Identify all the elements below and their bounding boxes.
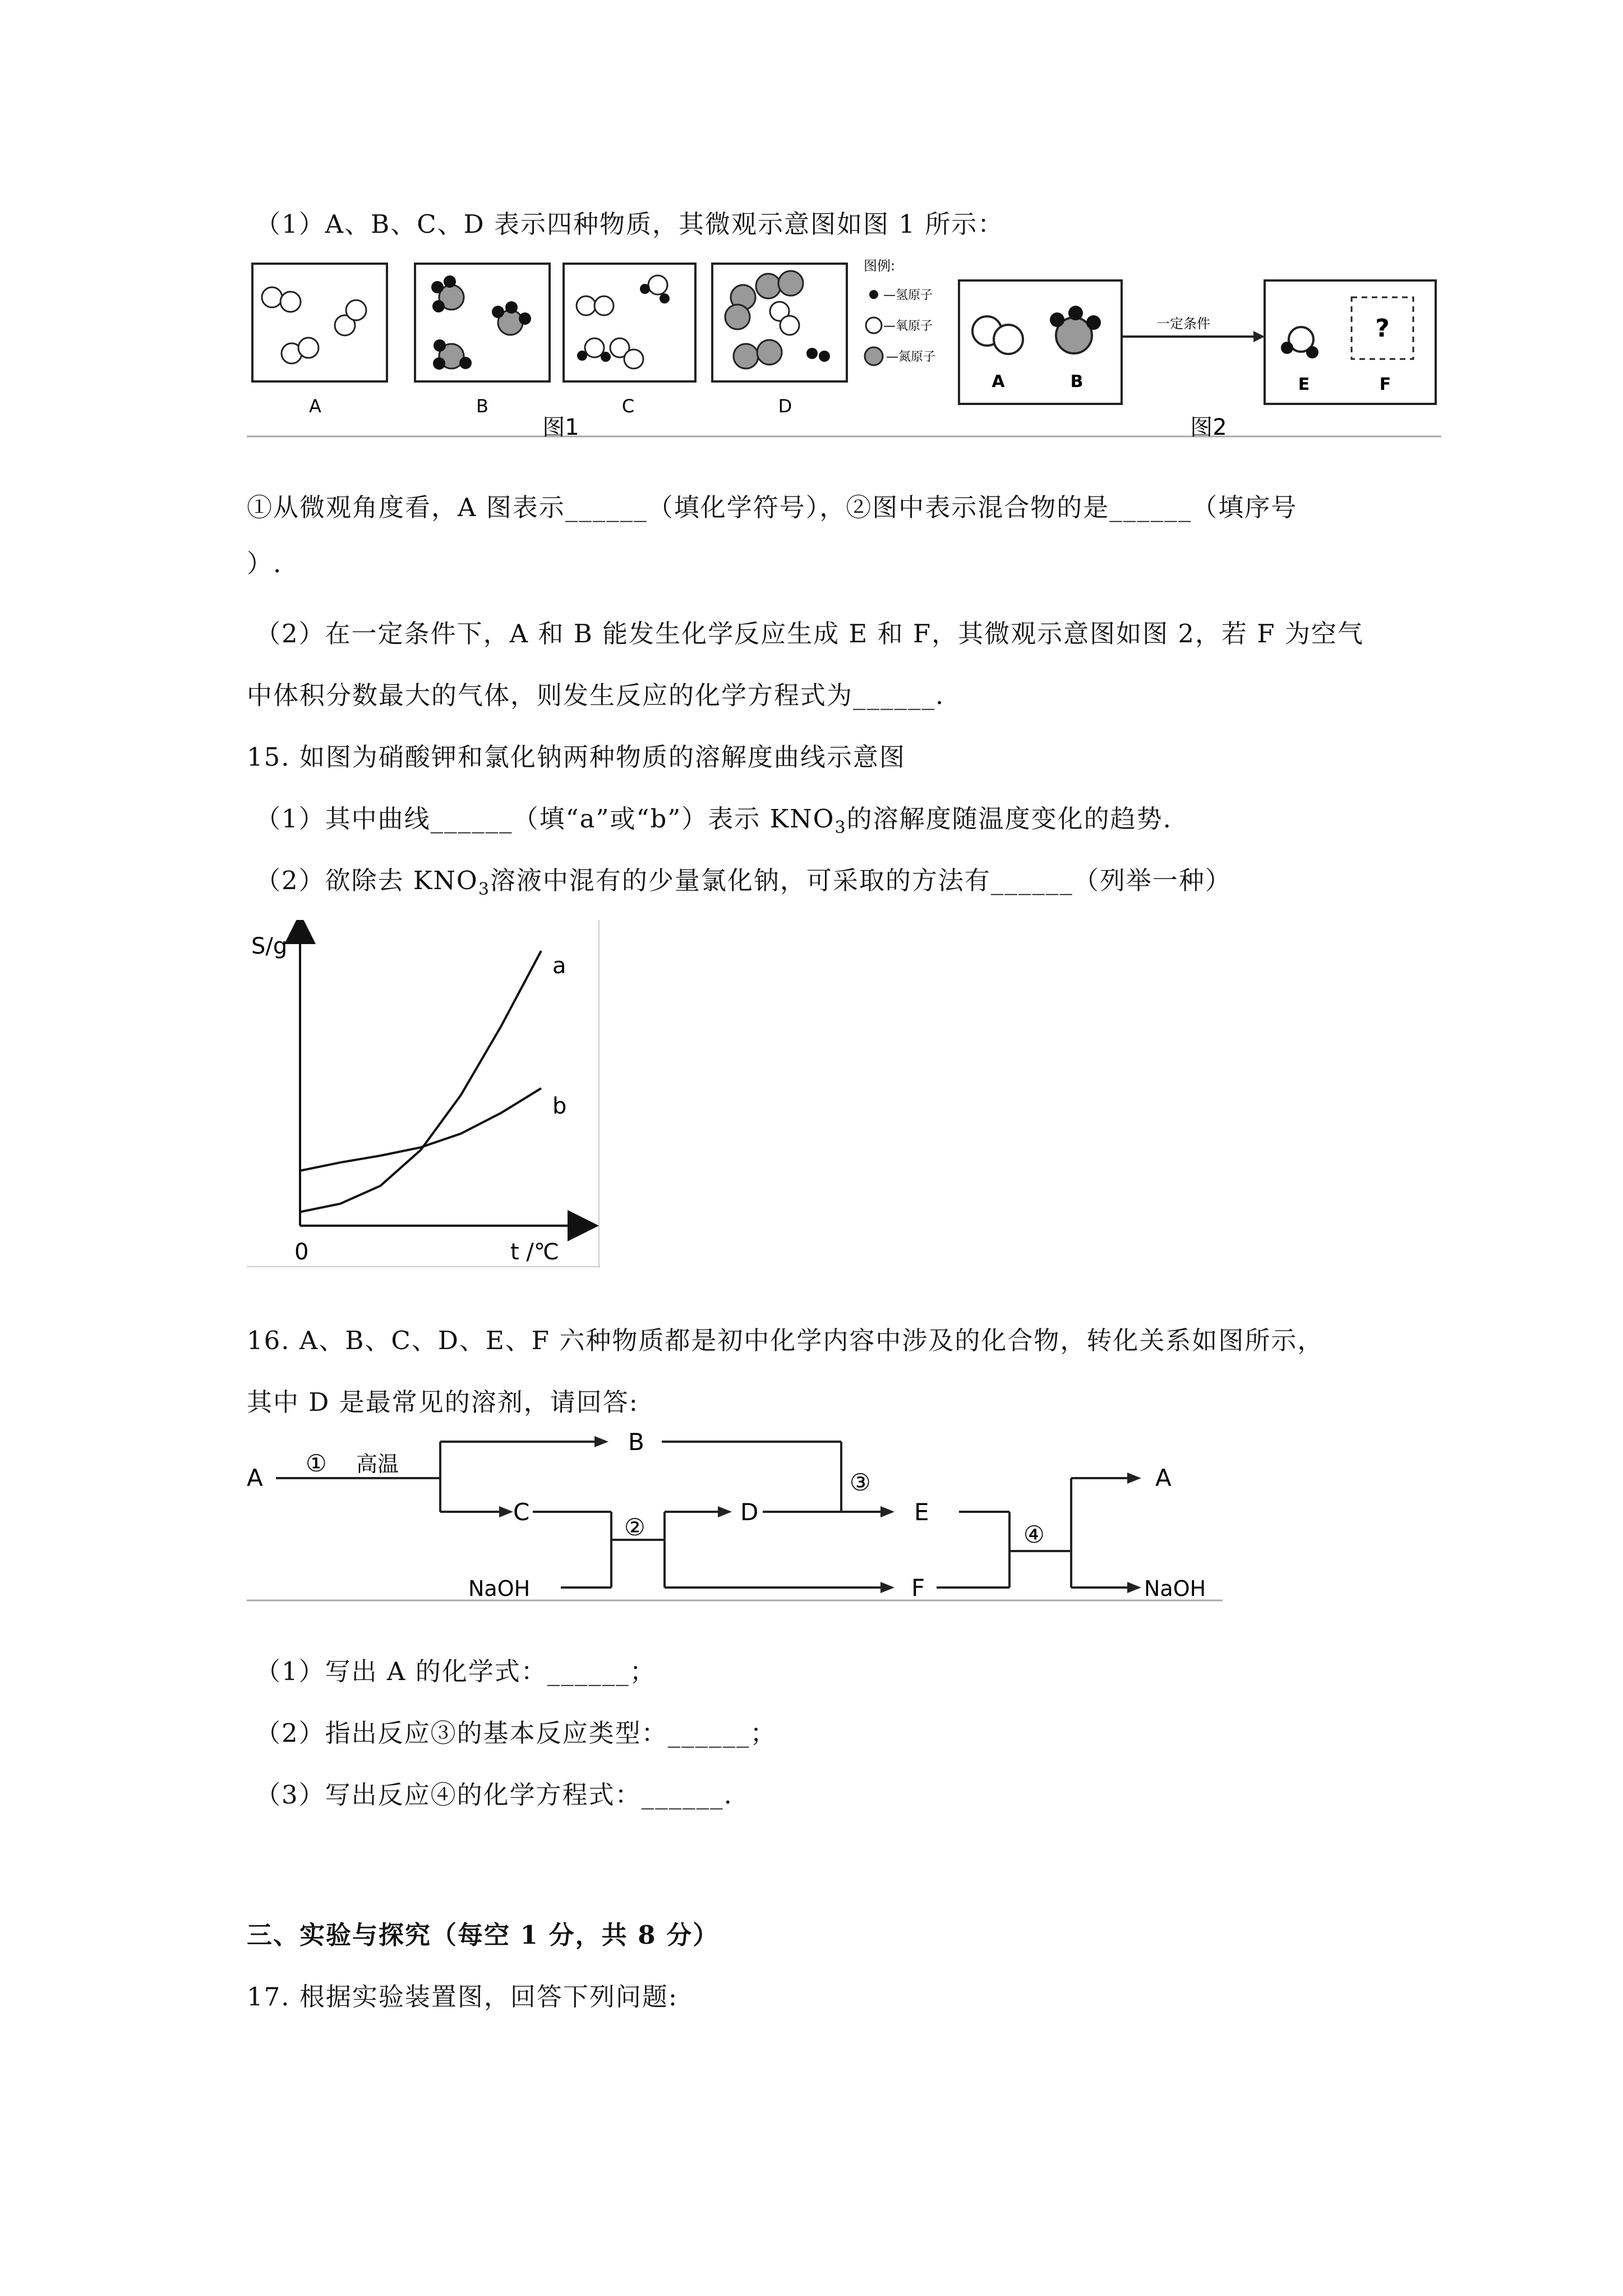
svg-text:—氢原子: —氢原子 <box>883 288 933 302</box>
fig1-label-b: B <box>476 395 488 417</box>
flow-step-3: ③ <box>850 1469 871 1496</box>
fig2-label-a: A <box>992 372 1005 392</box>
fig1-box-a <box>252 264 387 381</box>
q16-part2: （2）指出反应③的基本反应类型：______； <box>255 1718 777 1748</box>
fig2-label-f: F <box>1379 375 1391 394</box>
q15-part2: （2）欲除去 $KNO_3$溶液中混有的少量氯化钠，可采取的方法有______（列举一种） <box>255 866 1232 899</box>
series-b-line <box>300 1088 541 1171</box>
flow-node-f: F <box>911 1574 925 1602</box>
section3-heading: 三、实验与探究（每空 1 分，共 8 分） <box>247 1920 720 1950</box>
fig1-box-b <box>415 264 550 381</box>
fig2-label-e: E <box>1298 375 1310 394</box>
x-axis-label: t /℃ <box>510 1239 559 1265</box>
flow-condition-high-temp: 高温 <box>356 1452 399 1476</box>
q15-part1: （1）其中曲线______（填“a”或“b”）表示 $KNO_3$的溶解度随温度变化的趋势. <box>255 804 1172 838</box>
flow-node-c: C <box>513 1498 530 1526</box>
flow-node-e: E <box>914 1498 929 1526</box>
flow-node-naoh-output: NaOH <box>1144 1576 1206 1601</box>
fig2-caption: 图2 <box>1190 415 1227 438</box>
q14-part2-line2: 中体积分数最大的气体，则发生反应的化学方程式为______. <box>247 680 945 710</box>
q16-part1: （1）写出 A 的化学式：______； <box>255 1657 656 1686</box>
flow-step-4: ④ <box>1023 1521 1045 1548</box>
flow-step-1: ① <box>306 1450 327 1477</box>
q16-part3: （3）写出反应④的化学方程式：______. <box>255 1780 733 1810</box>
fig2-label-b: B <box>1070 372 1083 392</box>
fig2-question-mark: ? <box>1375 314 1390 343</box>
fig2-arrow-label: 一定条件 <box>1156 316 1210 332</box>
series-a-line <box>300 951 541 1212</box>
origin-label: 0 <box>294 1239 309 1265</box>
fig1-box-d <box>712 264 847 381</box>
fig1-label-c: C <box>621 395 635 417</box>
svg-text:—氮原子: —氮原子 <box>886 350 936 364</box>
q14-figures <box>247 252 1441 438</box>
q14-part1-question-cont: ）. <box>247 549 283 578</box>
fig1-box-c <box>564 264 695 381</box>
q14-part1-intro: （1）A、B、C、D 表示四种物质，其微观示意图如图 1 所示： <box>255 209 1004 239</box>
fig1-caption: 图1 <box>542 415 579 438</box>
flow-node-a-start: A <box>247 1464 263 1492</box>
svg-text:—氧原子: —氧原子 <box>883 319 933 333</box>
flow-node-d: D <box>740 1498 759 1526</box>
q14-part1-question: ①从微观角度看，A 图表示______（填化学符号），②图中表示混合物的是______（填序号 <box>247 493 1298 522</box>
q17-stem: 17. 根据实验装置图，回答下列问题: <box>247 1982 679 2012</box>
series-a-label: a <box>552 953 566 979</box>
q14-part2-line1: （2）在一定条件下，A 和 B 能发生化学反应生成 E 和 F，其微观示意图如图 2，若 F 为空气 <box>255 619 1364 648</box>
fig1-label-a: A <box>309 395 321 417</box>
q16-stem-line1: 16. A、B、C、D、E、F 六种物质都是初中化学内容中涉及的化合物，转化关系如图所示， <box>247 1326 1324 1355</box>
q16-stem-line2: 其中 D 是最常见的溶剂，请回答: <box>247 1387 639 1417</box>
fig1-legend <box>864 258 935 365</box>
fig2-diagram <box>959 280 1436 404</box>
q16-flow-diagram <box>247 1428 1223 1602</box>
series-b-label: b <box>552 1093 567 1119</box>
solubility-chart <box>247 920 600 1268</box>
q15-stem: 15. 如图为硝酸钾和氯化钠两种物质的溶解度曲线示意图 <box>247 742 906 772</box>
svg-text:图例:: 图例: <box>864 258 896 274</box>
y-axis-label: S/g <box>251 933 288 959</box>
fig1-label-d: D <box>778 395 792 417</box>
flow-node-a-output: A <box>1155 1464 1172 1492</box>
flow-node-b: B <box>628 1428 644 1456</box>
flow-node-naoh-input: NaOH <box>468 1576 531 1601</box>
flow-step-2: ② <box>624 1513 645 1541</box>
